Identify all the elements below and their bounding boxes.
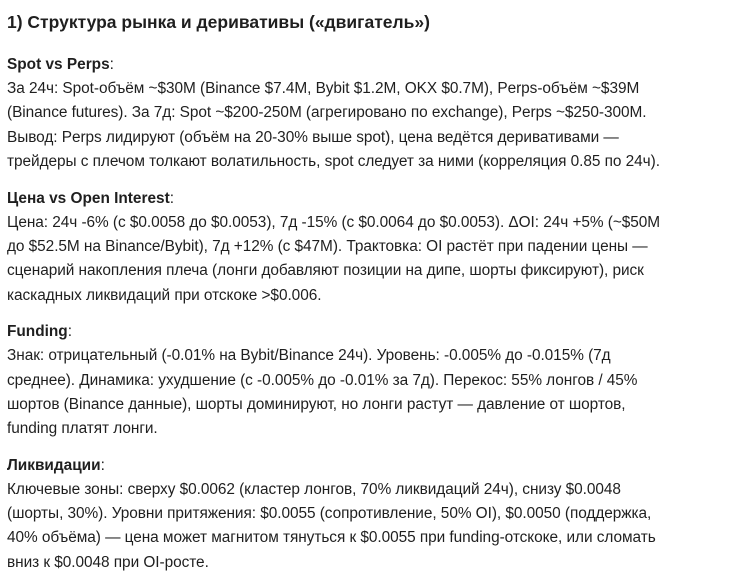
section-funding: [7, 320, 742, 442]
paragraph-line: среднее). Динамика: ухудшение (с -0.005% до -0.01% за 7д). Перекос: 55% лонгов / 45%: [7, 371, 638, 389]
paragraph-line: Ключевые зоны: сверху $0.0062 (кластер лонгов, 70% ликвидаций 24ч), снизу $0.0048: [7, 480, 621, 498]
section-title-colon: :: [100, 456, 105, 474]
section-title: [7, 320, 742, 344]
section-spot-vs-perps: [7, 53, 742, 175]
paragraph-line: вниз к $0.0048 при OI-росте.: [7, 553, 209, 571]
section-title-text: Цена vs Open Interest: [7, 189, 170, 207]
paragraph-line: сценарий накопления плеча (лонги добавляют позиции на дипе, шорты фиксируют), риск: [7, 262, 644, 280]
paragraph-line: (Binance futures). За 7д: Spot ~$200-250M (агрегировано по exchange), Perps ~$250-300M.: [7, 104, 647, 122]
section-title-text: Spot vs Perps: [7, 56, 110, 73]
paragraph-line: до $52.5M на Binance/Bybit), 7д +12% (с $47M). Трактовка: OI растёт при падении цены —: [7, 237, 648, 255]
section-title: [7, 187, 742, 211]
paragraph-line: Цена: 24ч -6% (с $0.0058 до $0.0053), 7д -15% (с $0.0064 до $0.0053). ΔOI: 24ч +5% (~$50M: [7, 213, 661, 231]
paragraph-line: 40% объёма) — цена может магнитом тянуться к $0.0055 при funding-отскоке, или сломать: [7, 529, 656, 547]
paragraph-line: (шорты, 30%). Уровни притяжения: $0.0055 (сопротивление, 50% OI), $0.0050 (поддержка,: [7, 505, 652, 523]
section-title-text: Funding: [7, 323, 68, 341]
paragraph-line: Вывод: Perps лидируют (объём на 20-30% выше spot), цена ведётся деривативами —: [7, 128, 619, 146]
section-heading: 1) Структура рынка и деривативы («двигатель»): [7, 12, 430, 32]
paragraph-line: За 24ч: Spot-объём ~$30M (Binance $7.4M, Bybit $1.2M, OKX $0.7M), Perps-объём ~$39M: [7, 80, 640, 97]
section-title-colon: :: [169, 189, 175, 207]
paragraph-line: шортов (Binance данные), шорты доминируют, но лонги растут — давление от шортов,: [7, 395, 626, 413]
section-price-vs-oi: [7, 187, 742, 309]
section-title: [7, 454, 742, 478]
section-title-text: Ликвидации: [7, 456, 101, 474]
section-title: [7, 53, 742, 77]
paragraph-line: funding платят лонги.: [7, 420, 158, 438]
paragraph-line: трейдеры с плечом толкают волатильность, spot следует за ними (корреляция 0.85 по 24ч).: [7, 153, 660, 171]
section-title-colon: :: [109, 56, 114, 73]
section-title-colon: :: [67, 323, 72, 341]
section-liquidations: [7, 454, 742, 576]
paragraph-line: Знак: отрицательный (-0.01% на Bybit/Binance 24ч). Уровень: -0.005% до -0.015% (7д: [7, 347, 611, 365]
paragraph-line: каскадных ликвидаций при отскоке >$0.006.: [7, 286, 322, 304]
